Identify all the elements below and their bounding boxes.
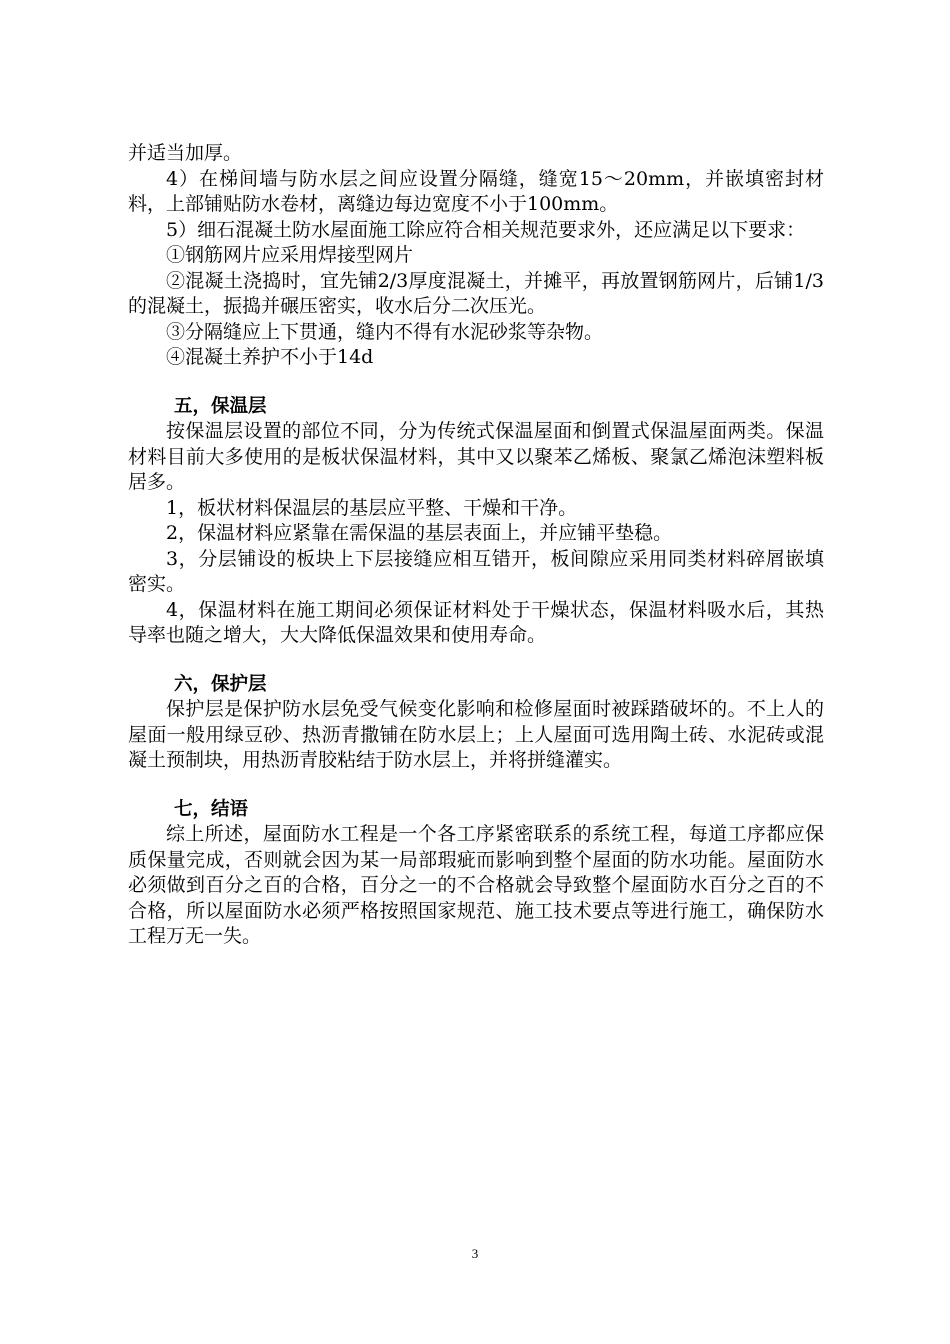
paragraph-continuation: 并适当加厚。 [128, 142, 243, 164]
document-body [128, 141, 824, 950]
conclusion-paragraph: 综上所述，屋面防水工程是一个各工序紧密联系的系统工程，每道工序都应保质保量完成，否则就会因为某一局部瑕疵而影响到整个屋面的防水功能。屋面防水必须做到百分之百的合格，百分之一的不合格就会导致整个屋面防水百分之百的不合格，所以屋面防水必须严格按照国家规范、施工技术要点等进行施工，确保防水工程万无一失。 [128, 823, 824, 947]
insulation-intro-paragraph: 按保温层设置的部位不同，分为传统式保温屋面和倒置式保温屋面两类。保温材料目前大多使用的是板状保温材料，其中又以聚苯乙烯板、聚氯乙烯泡沫塑料板居多。 [128, 420, 824, 493]
paragraph-item-5: 5）细石混凝土防水屋面施工除应符合相关规范要求外，还应满足以下要求： [166, 218, 806, 241]
insulation-item-1: 1，板状材料保温层的基层应平整、干燥和干净。 [166, 496, 578, 519]
insulation-item-3: 3，分层铺设的板块上下层接缝应相互错开，板间隙应采用同类材料碎屑嵌填密实。 [128, 547, 824, 595]
protection-paragraph: 保护层是保护防水层免受气候变化影响和检修屋面时被踩踏破坏的。不上人的屋面一般用绿豆砂、热沥青撒铺在防水层上；上人屋面可选用陶土砖、水泥砖或混凝土预制块，用热沥青胶粘结于防水层上，并将拼缝灌实。 [128, 698, 824, 771]
insulation-item-2: 2，保温材料应紧靠在需保温的基层表面上，并应铺平垫稳。 [166, 522, 673, 544]
sub-item-4: ④混凝土养护不小于14d [166, 346, 374, 368]
sub-item-1: ①钢筋网片应采用焊接型网片 [166, 244, 414, 266]
section-heading-insulation: 五，保温层 [174, 395, 267, 417]
insulation-item-4: 4，保温材料在施工期间必须保证材料处于干燥状态，保温材料吸水后，其热导率也随之增大，大大降低保温效果和使用寿命。 [128, 598, 824, 646]
paragraph-item-4: 4）在梯间墙与防水层之间应设置分隔缝，缝宽15～20mm，并嵌填密封材料，上部铺贴防水卷材，离缝边每边宽度不小于100mm。 [128, 167, 824, 215]
section-heading-conclusion: 七，结语 [174, 798, 249, 820]
page-number: 3 [471, 1246, 479, 1261]
section-heading-protection: 六，保护层 [174, 673, 267, 695]
sub-item-2: ②混凝土浇捣时，宜先铺2/3厚度混凝土，并摊平，再放置钢筋网片，后铺1/3的混凝土，振捣并碾压密实，收水后分二次压光。 [128, 269, 824, 317]
sub-item-3: ③分隔缝应上下贯通，缝内不得有水泥砂浆等杂物。 [166, 320, 604, 343]
